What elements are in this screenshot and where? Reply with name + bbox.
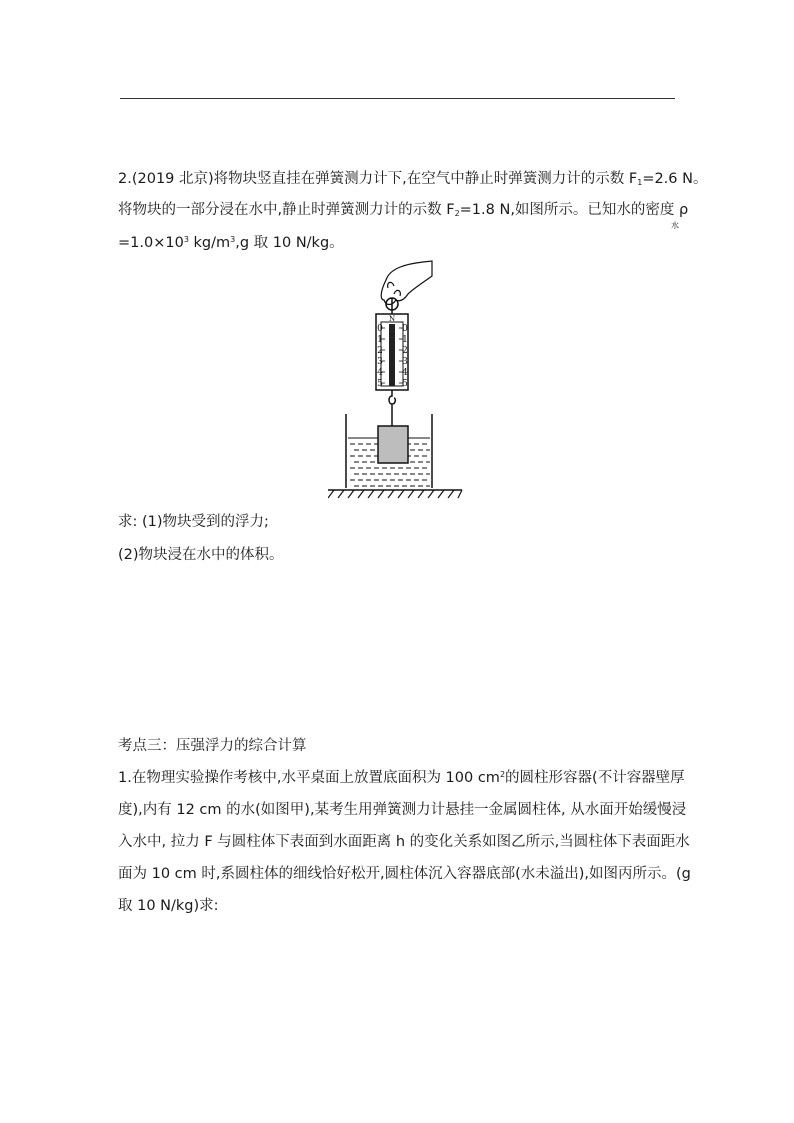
rho-subscript: 水 — [671, 221, 679, 230]
section3-line5: 取 10 N/kg)求: — [118, 898, 219, 914]
scale-label: 2 — [377, 346, 383, 356]
hand-icon — [381, 261, 432, 305]
question-1: 求: (1)物块受到的浮力; — [118, 514, 269, 530]
scale-hook — [389, 390, 395, 426]
section-title: 考点三：压强浮力的综合计算 — [118, 738, 307, 754]
scale-label: 0 — [402, 324, 408, 334]
header-rule — [120, 98, 675, 99]
spring-scale — [376, 314, 408, 390]
scale-unit-label: N — [388, 315, 396, 323]
scale-ring — [386, 298, 398, 314]
scale-label: 2 — [402, 346, 408, 356]
scale-label: 1 — [377, 335, 383, 345]
section3-line3: 入水中, 拉力 F 与圆柱体下表面到水面距离 h 的变化关系如图乙所示,当圆柱体下表面距水 — [118, 834, 690, 850]
scale-label: 5 — [402, 379, 408, 389]
scale-label: 3 — [377, 357, 383, 367]
scale-label: 0 — [377, 324, 383, 334]
section3-line4: 面为 10 cm 时,系圆柱体的细线恰好松开,圆柱体沉入容器底部(水未溢出),如图丙所示。(g — [118, 866, 691, 882]
section3-line2: 度),内有 12 cm 的水(如图甲),某考生用弹簧测力计悬挂一金属圆柱体, 从水面开始缓慢浸 — [118, 802, 687, 818]
metal-block — [378, 426, 408, 463]
problem2-line2: 将物块的一部分浸在水中,静止时弹簧测力计的示数 $F_2=1.8$ N,如图所示。已知水的密度 ρ — [118, 202, 689, 218]
section3-line1: 1.在物理实验操作考核中,水平桌面上放置底面积为 100 $cm^2$的圆柱形容器(不计容器壁厚 — [118, 770, 685, 786]
question-2: (2)物块浸在水中的体积。 — [118, 547, 284, 563]
table-surface — [328, 490, 462, 498]
spring-scale-figure — [328, 260, 468, 506]
problem2-line1: 2.(2019 北京)将物块竖直挂在弹簧测力计下,在空气中静止时弹簧测力计的示数 $F_1=2.6$ N。 — [118, 171, 708, 187]
scale-label: 3 — [402, 357, 408, 367]
scale-label: 1 — [402, 335, 408, 345]
scale-label: 5 — [377, 379, 383, 389]
scale-label: 4 — [402, 368, 408, 378]
scale-label: 4 — [377, 368, 383, 378]
problem2-line3: $=1.0\times 10^3$ $kg/m^3,g$ 取 10 N/kg。 — [118, 235, 344, 251]
